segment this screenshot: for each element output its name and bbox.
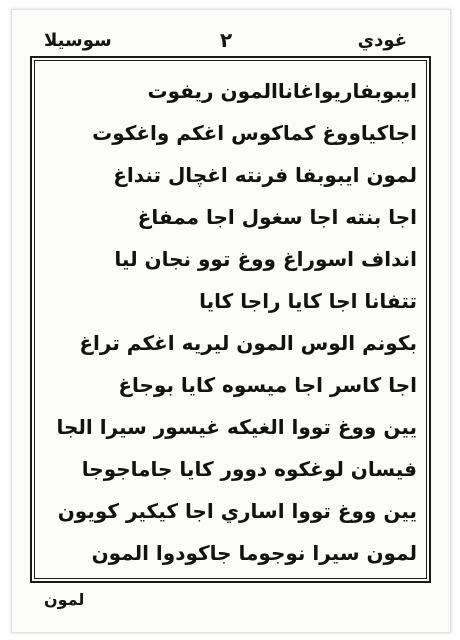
text-line-11: يين ووغ تووا اساري اجا كيكير كويون xyxy=(57,499,417,523)
text-line-1: ايبوبفاريواغاناالمون ريفوت xyxy=(147,79,417,103)
text-line-7: بكونم الوس المون ليريه اغكم تراغ xyxy=(79,331,417,355)
text-line-6: تتفانا اجا كايا راجا كايا xyxy=(199,289,417,313)
page-number: ٢ xyxy=(220,28,233,52)
text-line-2: اجاكياووغ كماكوس اغكم واغكوت xyxy=(92,121,417,145)
header-left-text: سوسيلا xyxy=(44,30,112,51)
header-right-text: غودي xyxy=(357,30,407,51)
text-line-5: انداف اسوراغ ووغ توو نجان ليا xyxy=(114,247,417,271)
text-line-10: فيسان لوغكوه دوور كايا جاماجوجا xyxy=(81,457,417,481)
catchword-footer: لمون xyxy=(44,590,85,609)
text-line-12: لمون سيرا نوجوما جاكودوا المون xyxy=(91,541,417,565)
text-line-9: يين ووغ تووا الغيكه غيسور سيرا الجا xyxy=(56,415,417,439)
text-line-8: اجا كاسر اجا ميسوه كايا بوجاغ xyxy=(118,373,417,397)
text-line-3: لمون ايبوبفا فرنته اغچال تنداغ xyxy=(113,163,417,187)
text-lines xyxy=(44,74,417,574)
page-header xyxy=(34,28,427,54)
text-line-4: اجا بنته اجا سغول اجا ممفاغ xyxy=(137,205,417,229)
